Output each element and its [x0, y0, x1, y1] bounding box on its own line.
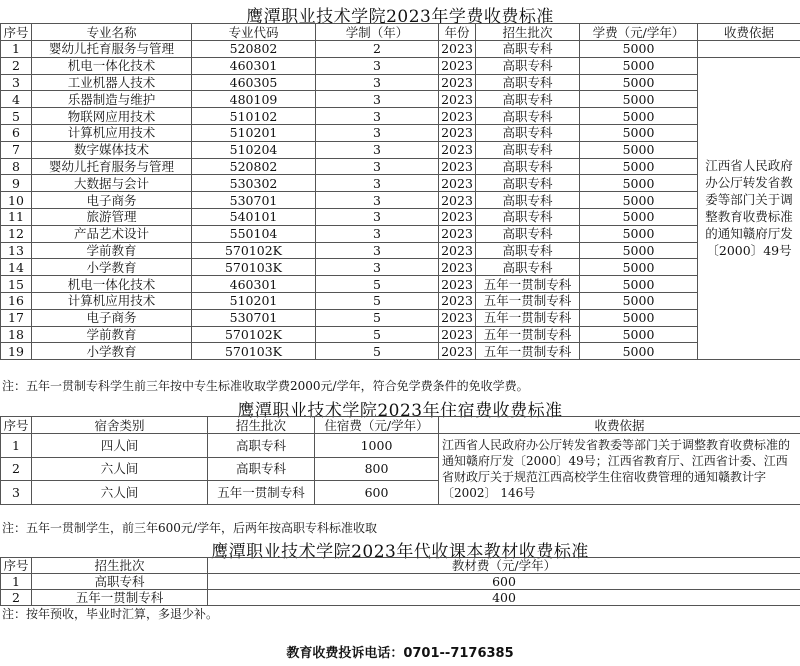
row-number: 9 — [1, 175, 32, 192]
tuition-fee: 5000 — [580, 91, 698, 108]
enroll-batch: 高职专科 — [476, 259, 580, 276]
dorm-table — [0, 416, 800, 505]
row-number: 11 — [1, 208, 32, 225]
enroll-batch: 高职专科 — [476, 41, 580, 58]
row-number: 3 — [1, 481, 32, 505]
tuition-title: 鹰潭职业技术学院2023年学费收费标准 — [246, 7, 554, 27]
col-header-code: 专业代码 — [192, 24, 316, 41]
table-row — [1, 590, 800, 606]
dorm-header-row — [1, 417, 800, 434]
enroll-year: 2023 — [439, 292, 476, 309]
tuition-fee: 5000 — [580, 124, 698, 141]
table-row — [1, 259, 800, 276]
tuition-table — [0, 23, 800, 360]
row-number: 17 — [1, 309, 32, 326]
row-number: 15 — [1, 276, 32, 293]
tuition-fee: 5000 — [580, 326, 698, 343]
enroll-year: 2023 — [439, 91, 476, 108]
tuition-note: 注：五年一贯制专科学生前三年按中专生标准收取学费2000元/学年，符合免学费条件的免收学费。 — [2, 379, 529, 393]
table-row — [1, 434, 800, 458]
table-row — [1, 309, 800, 326]
major-code: 570102K — [192, 242, 316, 259]
tuition-header-row — [1, 24, 800, 41]
table-row — [1, 158, 800, 175]
major-name: 旅游管理 — [32, 208, 192, 225]
row-number: 2 — [1, 457, 32, 481]
duration-years: 3 — [316, 192, 439, 209]
row-number: 2 — [1, 57, 32, 74]
dorm-col-fee: 住宿费（元/学年） — [315, 417, 439, 434]
enroll-year: 2023 — [439, 175, 476, 192]
major-code: 570102K — [192, 326, 316, 343]
duration-years: 5 — [316, 326, 439, 343]
col-header-major: 专业名称 — [32, 24, 192, 41]
tuition-body — [1, 41, 800, 360]
major-name: 物联网应用技术 — [32, 108, 192, 125]
major-code: 530701 — [192, 192, 316, 209]
row-number: 14 — [1, 259, 32, 276]
major-code: 510204 — [192, 141, 316, 158]
enroll-batch: 五年一贯制专科 — [476, 276, 580, 293]
col-header-year: 年份 — [439, 24, 476, 41]
row-number: 1 — [1, 41, 32, 58]
duration-years: 5 — [316, 276, 439, 293]
enroll-year: 2023 — [439, 259, 476, 276]
major-name: 计算机应用技术 — [32, 124, 192, 141]
row-number: 18 — [1, 326, 32, 343]
tuition-fee: 5000 — [580, 192, 698, 209]
tuition-fee: 5000 — [580, 208, 698, 225]
books-table — [0, 557, 800, 606]
duration-years: 3 — [316, 91, 439, 108]
books-col-fee: 教材费（元/学年） — [208, 558, 800, 574]
dorm-fee: 600 — [315, 481, 439, 505]
major-code: 570103K — [192, 343, 316, 360]
tuition-fee: 5000 — [580, 343, 698, 360]
major-name: 学前教育 — [32, 326, 192, 343]
row-number: 1 — [1, 434, 32, 458]
books-header-row — [1, 558, 800, 574]
table-row — [1, 141, 800, 158]
duration-years: 5 — [316, 292, 439, 309]
enroll-batch: 高职专科 — [476, 124, 580, 141]
duration-years: 3 — [316, 141, 439, 158]
row-number: 2 — [1, 590, 32, 606]
major-name: 婴幼儿托育服务与管理 — [32, 158, 192, 175]
duration-years: 5 — [316, 343, 439, 360]
major-name: 产品艺术设计 — [32, 225, 192, 242]
major-code: 520802 — [192, 158, 316, 175]
major-code: 530701 — [192, 309, 316, 326]
major-code: 510102 — [192, 108, 316, 125]
enroll-batch: 高职专科 — [476, 175, 580, 192]
col-header-no: 序号 — [1, 24, 32, 41]
major-name: 小学教育 — [32, 259, 192, 276]
dorm-type: 六人间 — [32, 481, 208, 505]
dorm-title: 鹰潭职业技术学院2023年住宿费收费标准 — [237, 401, 563, 421]
duration-years: 2 — [316, 41, 439, 58]
major-name: 电子商务 — [32, 309, 192, 326]
enroll-batch: 高职专科 — [32, 574, 208, 590]
table-row — [1, 41, 800, 58]
tuition-fee: 5000 — [580, 141, 698, 158]
tuition-fee: 5000 — [580, 74, 698, 91]
major-name: 机电一体化技术 — [32, 57, 192, 74]
duration-years: 5 — [316, 309, 439, 326]
tuition-fee: 5000 — [580, 41, 698, 58]
major-name: 电子商务 — [32, 192, 192, 209]
tuition-fee: 5000 — [580, 276, 698, 293]
enroll-year: 2023 — [439, 141, 476, 158]
enroll-batch: 高职专科 — [208, 457, 315, 481]
tuition-fee: 5000 — [580, 108, 698, 125]
book-fee: 400 — [208, 590, 800, 606]
row-number: 7 — [1, 141, 32, 158]
enroll-year: 2023 — [439, 343, 476, 360]
duration-years: 3 — [316, 259, 439, 276]
tuition-basis: 江西省人民政府办公厅转发省教委等部门关于调整教育收费标准的通知赣府厅发〔2000〕49号 — [698, 57, 800, 359]
row-number: 19 — [1, 343, 32, 360]
row-number: 6 — [1, 124, 32, 141]
row-number: 13 — [1, 242, 32, 259]
duration-years: 3 — [316, 124, 439, 141]
major-name: 学前教育 — [32, 242, 192, 259]
enroll-batch: 高职专科 — [476, 225, 580, 242]
major-code: 460301 — [192, 57, 316, 74]
enroll-year: 2023 — [439, 57, 476, 74]
table-row — [1, 343, 800, 360]
enroll-year: 2023 — [439, 242, 476, 259]
table-row — [1, 574, 800, 590]
major-code: 460301 — [192, 276, 316, 293]
enroll-year: 2023 — [439, 124, 476, 141]
enroll-year: 2023 — [439, 158, 476, 175]
major-code: 570103K — [192, 259, 316, 276]
books-title: 鹰潭职业技术学院2023年代收课本教材收费标准 — [211, 542, 589, 562]
row-number: 1 — [1, 574, 32, 590]
row-number: 3 — [1, 74, 32, 91]
dorm-col-batch: 招生批次 — [208, 417, 315, 434]
enroll-batch: 高职专科 — [476, 192, 580, 209]
duration-years: 3 — [316, 242, 439, 259]
enroll-batch: 高职专科 — [476, 57, 580, 74]
table-row — [1, 91, 800, 108]
duration-years: 3 — [316, 74, 439, 91]
books-col-batch: 招生批次 — [32, 558, 208, 574]
major-name: 计算机应用技术 — [32, 292, 192, 309]
row-number: 16 — [1, 292, 32, 309]
enroll-batch: 五年一贯制专科 — [476, 309, 580, 326]
enroll-year: 2023 — [439, 108, 476, 125]
duration-years: 3 — [316, 57, 439, 74]
enroll-year: 2023 — [439, 192, 476, 209]
row-number: 12 — [1, 225, 32, 242]
dorm-fee: 800 — [315, 457, 439, 481]
dorm-col-basis: 收费依据 — [439, 417, 800, 434]
enroll-year: 2023 — [439, 41, 476, 58]
major-code: 540101 — [192, 208, 316, 225]
tuition-fee: 5000 — [580, 158, 698, 175]
duration-years: 3 — [316, 158, 439, 175]
dorm-basis: 江西省人民政府办公厅转发省教委等部门关于调整教育收费标准的通知赣府厅发〔2000〕49号；江西省教育厅、江西省计委、江西省财政厅关于规范江西高校学生住宿收费管理的通知赣教计字〔2002〕 146号 — [439, 434, 800, 505]
enroll-batch: 高职专科 — [476, 108, 580, 125]
major-name: 数字媒体技术 — [32, 141, 192, 158]
major-name: 乐器制造与维护 — [32, 91, 192, 108]
major-name: 机电一体化技术 — [32, 276, 192, 293]
major-code: 480109 — [192, 91, 316, 108]
tuition-fee: 5000 — [580, 259, 698, 276]
table-row — [1, 175, 800, 192]
dorm-type: 六人间 — [32, 457, 208, 481]
books-body — [1, 574, 800, 606]
tuition-fee: 5000 — [580, 57, 698, 74]
row-number: 8 — [1, 158, 32, 175]
enroll-batch: 高职专科 — [208, 434, 315, 458]
major-code: 550104 — [192, 225, 316, 242]
enroll-batch: 高职专科 — [476, 91, 580, 108]
table-row — [1, 192, 800, 209]
enroll-year: 2023 — [439, 326, 476, 343]
col-header-basis: 收费依据 — [698, 24, 800, 41]
enroll-year: 2023 — [439, 208, 476, 225]
tuition-fee: 5000 — [580, 242, 698, 259]
dorm-fee: 1000 — [315, 434, 439, 458]
book-fee: 600 — [208, 574, 800, 590]
dorm-note: 注：五年一贯制学生，前三年600元/学年，后两年按高职专科标准收取 — [2, 521, 377, 535]
complaint-hotline: 教育收费投诉电话：0701--7176385 — [286, 646, 514, 661]
enroll-year: 2023 — [439, 276, 476, 293]
major-name: 婴幼儿托育服务与管理 — [32, 41, 192, 58]
major-name: 小学教育 — [32, 343, 192, 360]
dorm-col-type: 宿舍类别 — [32, 417, 208, 434]
duration-years: 3 — [316, 208, 439, 225]
major-code: 510201 — [192, 292, 316, 309]
books-note: 注：按年预收，毕业时汇算，多退少补。 — [2, 607, 219, 621]
basis-empty — [698, 41, 800, 58]
enroll-batch: 高职专科 — [476, 74, 580, 91]
enroll-year: 2023 — [439, 74, 476, 91]
duration-years: 3 — [316, 225, 439, 242]
dorm-col-no: 序号 — [1, 417, 32, 434]
table-row — [1, 326, 800, 343]
duration-years: 3 — [316, 108, 439, 125]
major-code: 530302 — [192, 175, 316, 192]
row-number: 5 — [1, 108, 32, 125]
enroll-batch: 高职专科 — [476, 242, 580, 259]
tuition-fee: 5000 — [580, 309, 698, 326]
table-row — [1, 124, 800, 141]
enroll-batch: 五年一贯制专科 — [32, 590, 208, 606]
major-name: 大数据与会计 — [32, 175, 192, 192]
enroll-batch: 五年一贯制专科 — [476, 326, 580, 343]
table-row — [1, 57, 800, 74]
table-row — [1, 276, 800, 293]
table-row — [1, 242, 800, 259]
tuition-fee: 5000 — [580, 292, 698, 309]
row-number: 10 — [1, 192, 32, 209]
books-col-no: 序号 — [1, 558, 32, 574]
table-row — [1, 292, 800, 309]
enroll-batch: 五年一贯制专科 — [208, 481, 315, 505]
table-row — [1, 74, 800, 91]
col-header-duration: 学制（年） — [316, 24, 439, 41]
tuition-fee: 5000 — [580, 225, 698, 242]
table-row — [1, 208, 800, 225]
tuition-fee: 5000 — [580, 175, 698, 192]
col-header-fee: 学费（元/学年） — [580, 24, 698, 41]
major-code: 460305 — [192, 74, 316, 91]
col-header-batch: 招生批次 — [476, 24, 580, 41]
enroll-batch: 高职专科 — [476, 158, 580, 175]
enroll-batch: 五年一贯制专科 — [476, 343, 580, 360]
major-code: 520802 — [192, 41, 316, 58]
row-number: 4 — [1, 91, 32, 108]
table-row — [1, 225, 800, 242]
major-name: 工业机器人技术 — [32, 74, 192, 91]
dorm-type: 四人间 — [32, 434, 208, 458]
enroll-year: 2023 — [439, 225, 476, 242]
enroll-year: 2023 — [439, 309, 476, 326]
duration-years: 3 — [316, 175, 439, 192]
enroll-batch: 高职专科 — [476, 141, 580, 158]
major-code: 510201 — [192, 124, 316, 141]
enroll-batch: 五年一贯制专科 — [476, 292, 580, 309]
dorm-body — [1, 434, 800, 505]
enroll-batch: 高职专科 — [476, 208, 580, 225]
table-row — [1, 108, 800, 125]
